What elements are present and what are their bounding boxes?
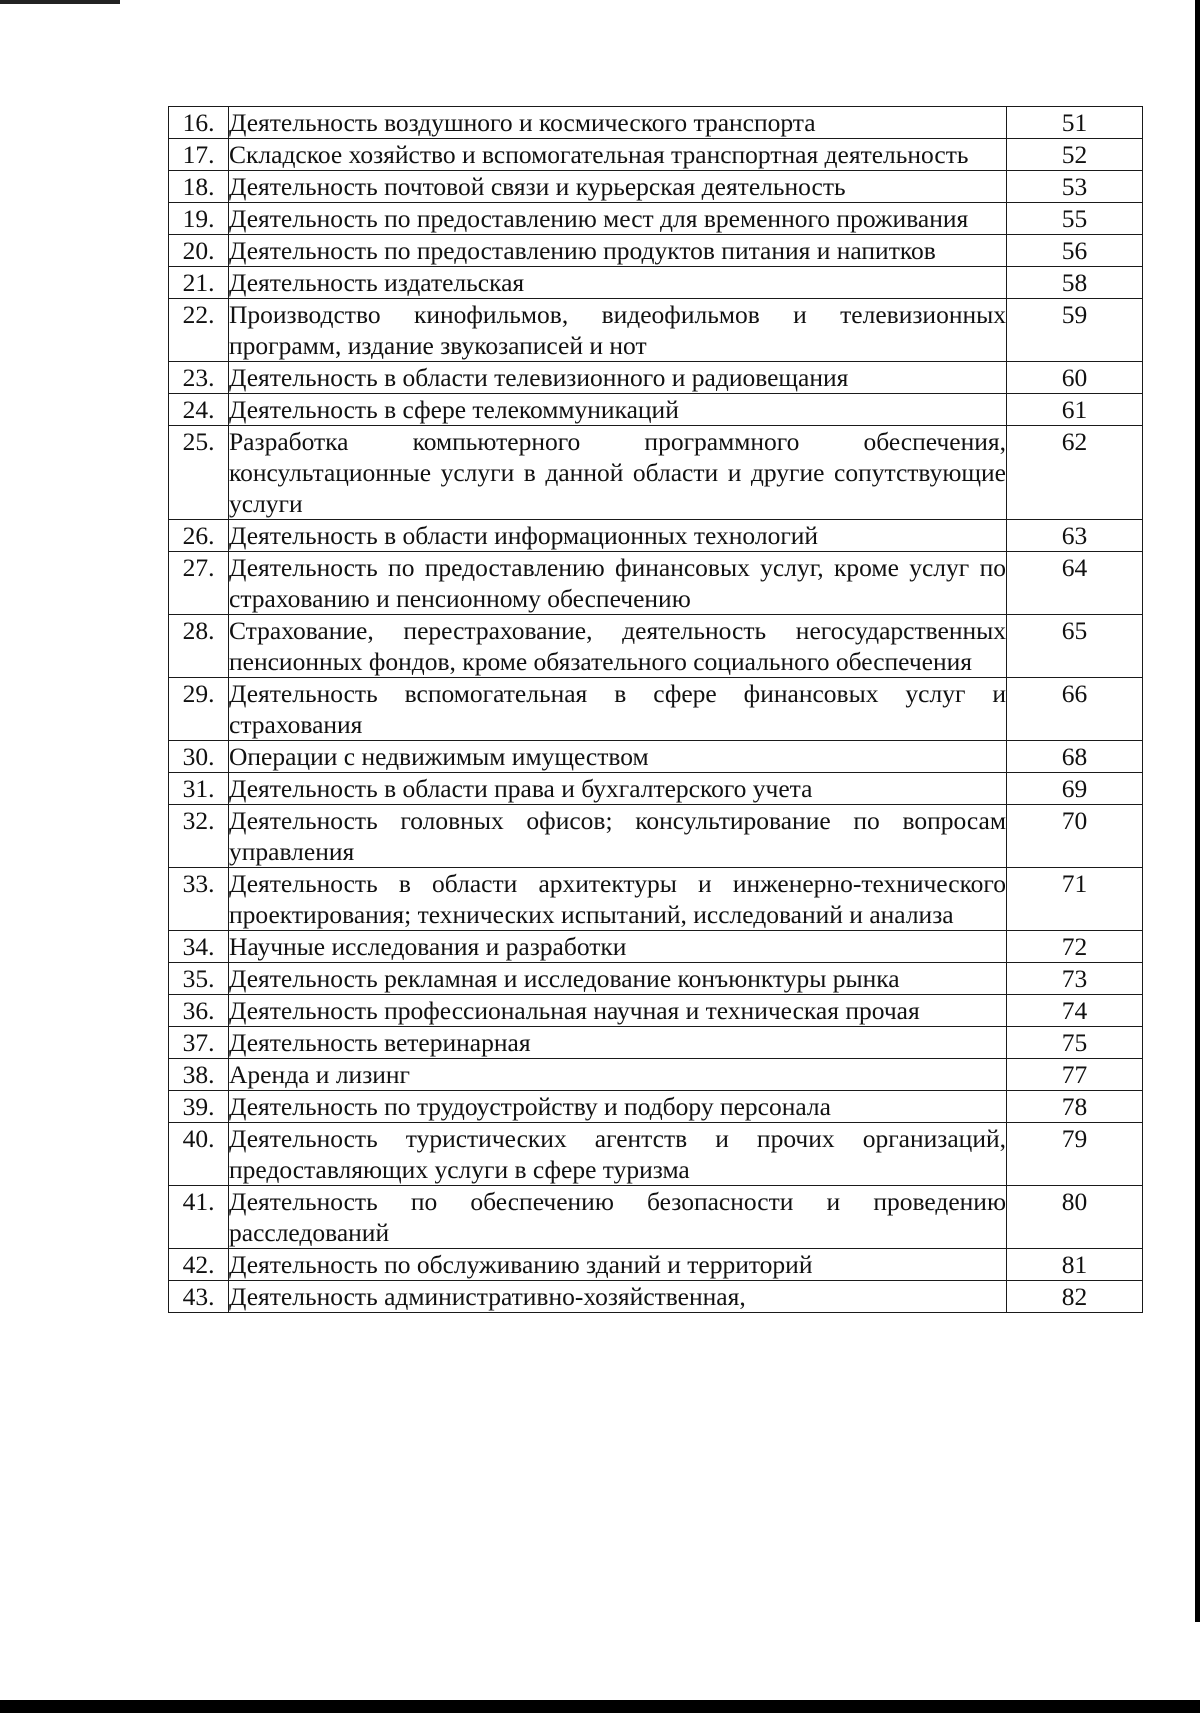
row-title: Деятельность в области информационных технологий <box>229 520 1007 552</box>
table-row <box>169 773 1143 805</box>
row-page-number: 52 <box>1007 139 1143 171</box>
row-page-number: 78 <box>1007 1091 1143 1123</box>
scan-border-bottom <box>0 1700 1200 1713</box>
table-row <box>169 520 1143 552</box>
row-page-number: 56 <box>1007 235 1143 267</box>
table-row <box>169 299 1143 362</box>
table-row <box>169 394 1143 426</box>
row-page-number: 64 <box>1007 552 1143 615</box>
row-number: 38. <box>169 1059 229 1091</box>
table-row <box>169 235 1143 267</box>
row-title: Страхование, перестрахование, деятельность негосударственных пенсионных фондов, кроме обязательного социального обеспечения <box>229 616 1006 676</box>
row-page-number: 59 <box>1007 299 1143 362</box>
row-page-number: 51 <box>1007 107 1143 139</box>
row-page-number: 70 <box>1007 805 1143 868</box>
table-row <box>169 805 1143 868</box>
row-title: Деятельность издательская <box>229 267 1007 299</box>
row-page-number: 72 <box>1007 931 1143 963</box>
row-page-number: 58 <box>1007 267 1143 299</box>
table-row <box>169 1027 1143 1059</box>
row-page-number: 53 <box>1007 171 1143 203</box>
table-row <box>169 1186 1143 1249</box>
table-row <box>169 203 1143 235</box>
row-title: Деятельность в сфере телекоммуникаций <box>229 394 1007 426</box>
row-title: Деятельность рекламная и исследование конъюнктуры рынка <box>229 963 1007 995</box>
row-number: 33. <box>169 868 229 931</box>
table-row <box>169 931 1143 963</box>
row-number: 37. <box>169 1027 229 1059</box>
row-page-number: 69 <box>1007 773 1143 805</box>
row-number: 26. <box>169 520 229 552</box>
row-title: Деятельность в области архитектуры и инженерно-технического проектирования; технических испытаний, исследований и анализа <box>229 869 1006 929</box>
row-title: Деятельность по трудоустройству и подбору персонала <box>229 1091 1007 1123</box>
row-number: 17. <box>169 139 229 171</box>
table-row <box>169 171 1143 203</box>
row-title: Деятельность профессиональная научная и техническая прочая <box>229 995 1007 1027</box>
row-number: 32. <box>169 805 229 868</box>
row-number: 24. <box>169 394 229 426</box>
row-number: 34. <box>169 931 229 963</box>
row-title: Деятельность ветеринарная <box>229 1027 1007 1059</box>
row-page-number: 74 <box>1007 995 1143 1027</box>
scan-border-right <box>1195 0 1200 1622</box>
table-row <box>169 552 1143 615</box>
table-row <box>169 615 1143 678</box>
row-number: 21. <box>169 267 229 299</box>
row-number: 43. <box>169 1281 229 1313</box>
row-title: Складское хозяйство и вспомогательная транспортная деятельность <box>229 139 1007 171</box>
table-row <box>169 267 1143 299</box>
row-number: 18. <box>169 171 229 203</box>
row-number: 25. <box>169 426 229 520</box>
row-page-number: 82 <box>1007 1281 1143 1313</box>
contents-table <box>168 106 1143 1313</box>
row-number: 41. <box>169 1186 229 1249</box>
contents-table-body <box>169 107 1143 1313</box>
table-row <box>169 868 1143 931</box>
row-title: Операции с недвижимым имуществом <box>229 741 1007 773</box>
table-row <box>169 1091 1143 1123</box>
row-page-number: 68 <box>1007 741 1143 773</box>
row-number: 23. <box>169 362 229 394</box>
row-number: 27. <box>169 552 229 615</box>
row-number: 35. <box>169 963 229 995</box>
table-row <box>169 678 1143 741</box>
row-title: Деятельность административно-хозяйственная, <box>229 1281 1007 1313</box>
row-title: Аренда и лизинг <box>229 1059 1007 1091</box>
table-row <box>169 362 1143 394</box>
row-title: Деятельность по обслуживанию зданий и территорий <box>229 1249 1007 1281</box>
row-title: Деятельность по предоставлению продуктов питания и напитков <box>229 235 1007 267</box>
row-title: Деятельность по предоставлению мест для временного проживания <box>229 203 1007 235</box>
table-row <box>169 1059 1143 1091</box>
row-page-number: 79 <box>1007 1123 1143 1186</box>
row-title: Деятельность по обеспечению безопасности и проведению расследований <box>229 1187 1006 1247</box>
table-row <box>169 963 1143 995</box>
row-title: Деятельность вспомогательная в сфере финансовых услуг и страхования <box>229 679 1006 739</box>
row-number: 16. <box>169 107 229 139</box>
row-page-number: 65 <box>1007 615 1143 678</box>
row-number: 30. <box>169 741 229 773</box>
row-title: Деятельность воздушного и космического транспорта <box>229 107 1007 139</box>
table-row <box>169 107 1143 139</box>
table-row <box>169 1249 1143 1281</box>
row-page-number: 80 <box>1007 1186 1143 1249</box>
table-row <box>169 741 1143 773</box>
row-number: 19. <box>169 203 229 235</box>
row-page-number: 62 <box>1007 426 1143 520</box>
row-title: Деятельность почтовой связи и курьерская деятельность <box>229 171 1007 203</box>
row-number: 42. <box>169 1249 229 1281</box>
row-number: 28. <box>169 615 229 678</box>
row-number: 22. <box>169 299 229 362</box>
row-number: 20. <box>169 235 229 267</box>
row-page-number: 77 <box>1007 1059 1143 1091</box>
table-row <box>169 426 1143 520</box>
row-number: 39. <box>169 1091 229 1123</box>
row-number: 36. <box>169 995 229 1027</box>
row-page-number: 66 <box>1007 678 1143 741</box>
row-number: 29. <box>169 678 229 741</box>
row-title: Деятельность в области права и бухгалтерского учета <box>229 773 1007 805</box>
table-row <box>169 139 1143 171</box>
row-number: 31. <box>169 773 229 805</box>
row-title: Производство кинофильмов, видеофильмов и телевизионных программ, издание звукозаписей и нот <box>229 300 1006 360</box>
row-page-number: 60 <box>1007 362 1143 394</box>
table-row <box>169 1123 1143 1186</box>
row-title: Деятельность туристических агентств и прочих организаций, предоставляющих услуги в сфере туризма <box>229 1124 1006 1184</box>
row-title: Научные исследования и разработки <box>229 931 1007 963</box>
row-number: 40. <box>169 1123 229 1186</box>
row-title: Деятельность в области телевизионного и радиовещания <box>229 362 1007 394</box>
table-row <box>169 1281 1143 1313</box>
row-page-number: 63 <box>1007 520 1143 552</box>
row-title: Деятельность по предоставлению финансовых услуг, кроме услуг по страхованию и пенсионному обеспечению <box>229 553 1006 613</box>
row-page-number: 71 <box>1007 868 1143 931</box>
row-page-number: 55 <box>1007 203 1143 235</box>
row-page-number: 61 <box>1007 394 1143 426</box>
row-page-number: 81 <box>1007 1249 1143 1281</box>
row-page-number: 73 <box>1007 963 1143 995</box>
scan-artifact-top-left <box>0 0 120 4</box>
row-title: Деятельность головных офисов; консультирование по вопросам управления <box>229 806 1006 866</box>
row-page-number: 75 <box>1007 1027 1143 1059</box>
table-row <box>169 995 1143 1027</box>
row-title: Разработка компьютерного программного обеспечения, консультационные услуги в данной области и другие сопутствующие услуги <box>229 427 1006 518</box>
